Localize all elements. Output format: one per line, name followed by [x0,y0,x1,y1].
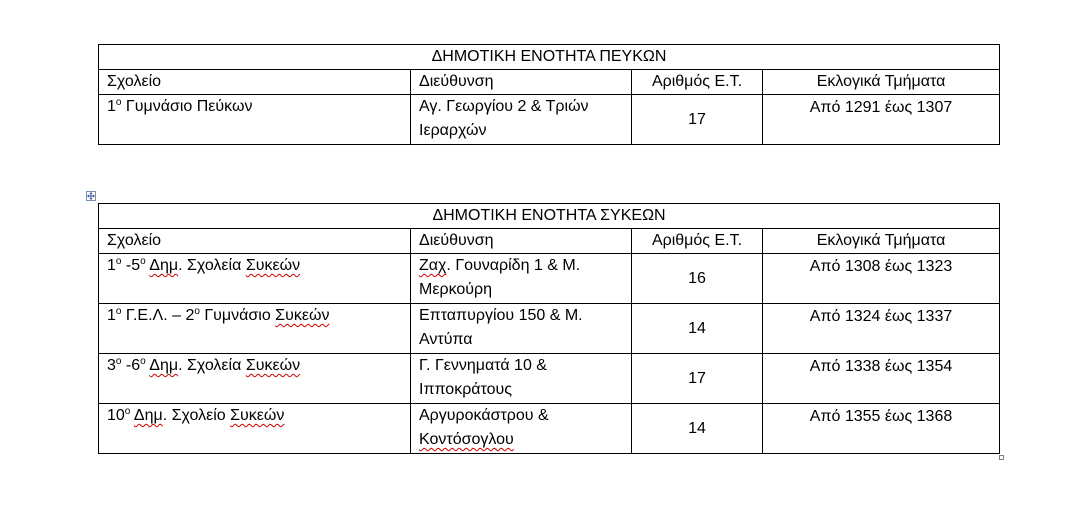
school-cell: $1^o$ Γ.Ε.Λ. – $2^o$ Γυμνάσιο Συκεών [99,304,411,354]
table-title-row [99,204,1000,229]
sections-cell: Από 1324 έως 1337 [763,304,1000,354]
table-title: ΔΗΜΟΤΙΚΗ ΕΝΟΤΗΤΑ ΠΕΥΚΩΝ [99,45,1000,70]
address-cell: Ζαχ. Γουναρίδη 1 & Μ. Μερκούρη [411,254,632,304]
header-sections: Εκλογικά Τμήματα [763,229,1000,254]
school-cell: $10^o$ Δημ. Σχολείο Συκεών [99,404,411,454]
table-resize-handle[interactable] [999,455,1004,460]
address-cell: Αγ. Γεωργίου 2 & Τριών Ιεραρχών [411,95,632,145]
table-move-handle-icon[interactable] [86,191,96,201]
sections-cell: Από 1355 έως 1368 [763,404,1000,454]
sections-cell: Από 1308 έως 1323 [763,254,1000,304]
table-row [99,354,1000,404]
header-address: Διεύθυνση [411,229,632,254]
header-school: Σχολείο [99,70,411,95]
school-cell: $1^o$ Γυμνάσιο Πεύκων [99,95,411,145]
sections-cell: Από 1291 έως 1307 [763,95,1000,145]
school-cell: $3^o$ $-6^o$ Δημ. Σχολεία Συκεών [99,354,411,404]
header-sections: Εκλογικά Τμήματα [763,70,1000,95]
count-cell: 14 [632,304,763,354]
table-pefkon [98,44,1000,145]
table-row [99,404,1000,454]
count-cell: 17 [632,95,763,145]
school-cell: $1^o$ $-5^o$ Δημ. Σχολεία Συκεών [99,254,411,304]
header-row [99,229,1000,254]
count-cell: 16 [632,254,763,304]
sections-cell: Από 1338 έως 1354 [763,354,1000,404]
header-row [99,70,1000,95]
table-row [99,95,1000,145]
count-cell: 17 [632,354,763,404]
table-title: ΔΗΜΟΤΙΚΗ ΕΝΟΤΗΤΑ ΣΥΚΕΩΝ [99,204,1000,229]
address-cell: Αργυροκάστρου & Κοντόσογλου [411,404,632,454]
header-address: Διεύθυνση [411,70,632,95]
table-title-row [99,45,1000,70]
address-cell: Γ. Γεννηματά 10 & Ιπποκράτους [411,354,632,404]
table-row [99,254,1000,304]
header-count: Αριθμός Ε.Τ. [632,229,763,254]
header-school: Σχολείο [99,229,411,254]
header-count: Αριθμός Ε.Τ. [632,70,763,95]
table-sykeon [98,203,1000,454]
table-row [99,304,1000,354]
address-cell: Επταπυργίου 150 & Μ. Αντύπα [411,304,632,354]
count-cell: 14 [632,404,763,454]
